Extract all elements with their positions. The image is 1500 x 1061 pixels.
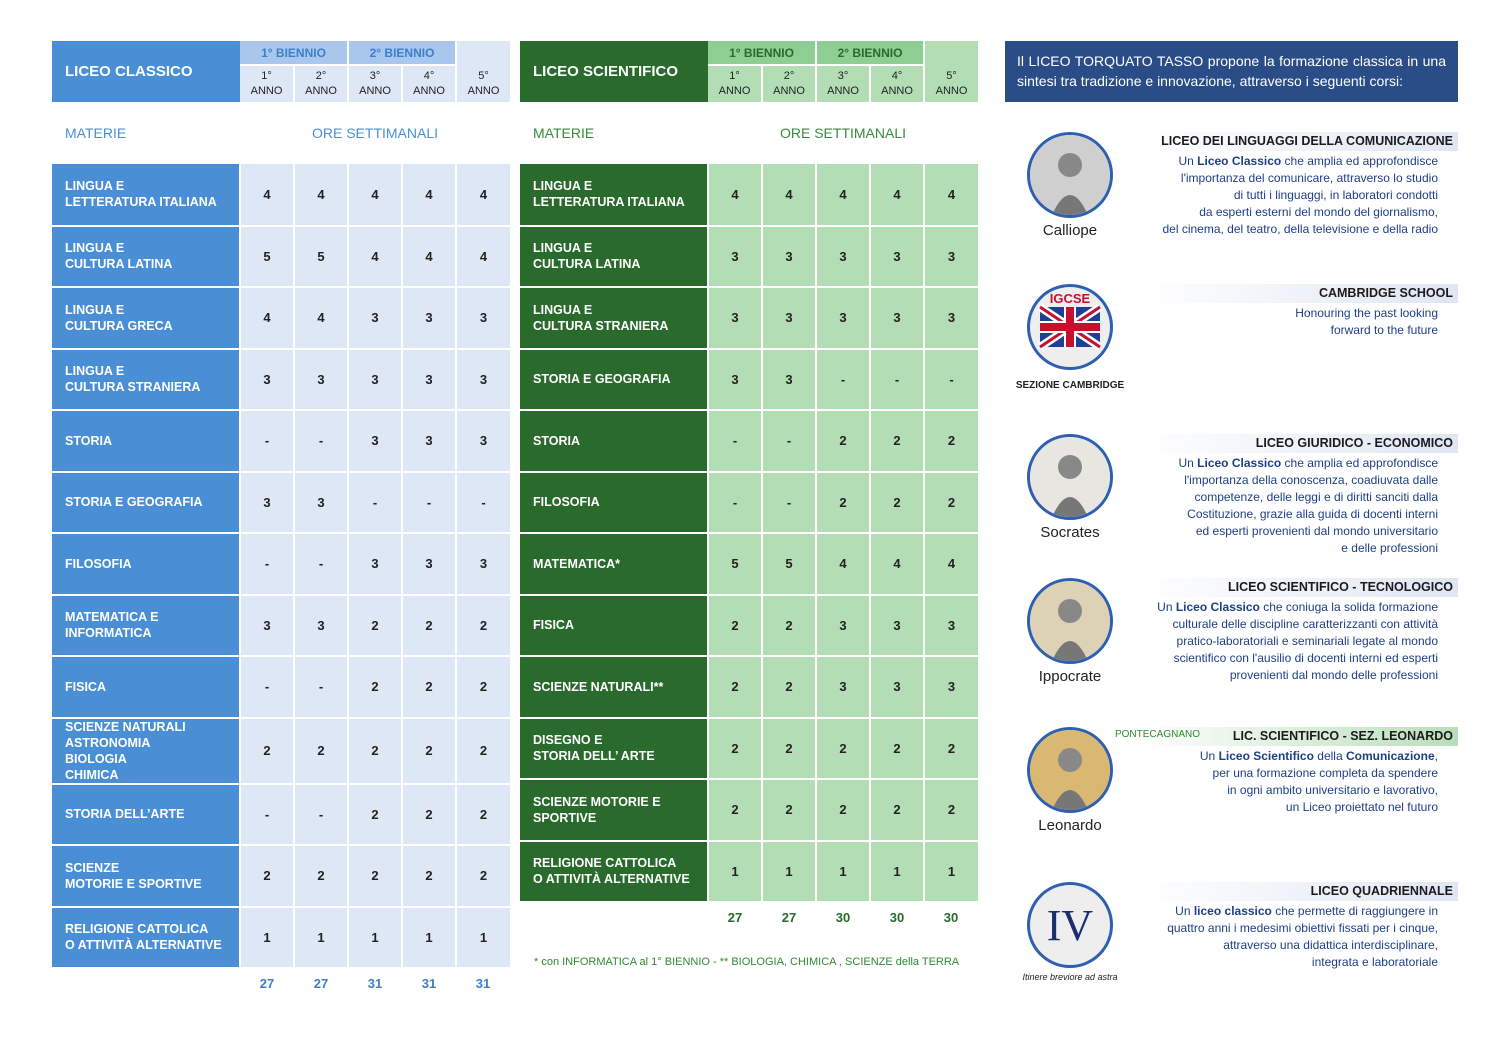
hours-value: 4 [240, 287, 294, 349]
table-row [520, 718, 978, 780]
hours-value: 2 [870, 718, 924, 780]
hours-value: 2 [294, 718, 348, 784]
hours-value: 3 [762, 349, 816, 411]
hours-value: 3 [870, 595, 924, 657]
hours-value: 4 [294, 287, 348, 349]
year-1-header: 1° ANNO [240, 65, 294, 102]
subject-name: STORIA E GEOGRAFIA [520, 349, 708, 411]
total-value: 31 [367, 976, 383, 991]
biennio-1-header: 1° BIENNIO [708, 41, 816, 65]
subject-name: MATEMATICA* [520, 533, 708, 595]
hours-value: - [348, 472, 402, 534]
subject-name: FILOSOFIA [520, 472, 708, 534]
total-value: 27 [781, 910, 797, 925]
course-card [1015, 434, 1458, 554]
course-logo-icon [1027, 727, 1113, 813]
course-card [1015, 882, 1458, 1002]
hours-value: 2 [456, 845, 510, 907]
hours-value: 2 [870, 779, 924, 841]
subject-name: STORIA DELL’ARTE [52, 784, 240, 846]
hours-value: 2 [348, 845, 402, 907]
course-description: Un Liceo Classico che coniuga la solida formazione culturale delle discipline caratterizzanti con attività pratico-laboratoriali e seminariali legate al mondo scientifico con l'ausilio di docenti interni ed esperti provenienti dal mondo delle professioni [1157, 600, 1438, 682]
hours-value: 3 [402, 287, 456, 349]
table-row [52, 164, 510, 226]
hours-value: 2 [708, 718, 762, 780]
hours-value: - [816, 349, 870, 411]
hours-value: - [294, 533, 348, 595]
hours-value: 3 [456, 287, 510, 349]
hours-value: 3 [924, 287, 978, 349]
hours-value: 3 [240, 472, 294, 534]
table-row [52, 226, 510, 288]
subject-name: LINGUA E CULTURA GRECA [52, 287, 240, 349]
course-title: LICEO GIURIDICO - ECONOMICO [1138, 434, 1458, 453]
subject-name: RELIGIONE CATTOLICA O ATTIVITÀ ALTERNATIVE [52, 907, 240, 969]
hours-value: 3 [708, 287, 762, 349]
table-row [52, 784, 510, 846]
hours-value: - [870, 349, 924, 411]
total-value: 27 [727, 910, 743, 925]
course-location: PONTECAGNANO [1114, 729, 1200, 740]
hours-value: 2 [924, 472, 978, 534]
table-row [520, 595, 978, 657]
hours-value: 2 [762, 656, 816, 718]
hours-value: 2 [402, 718, 456, 784]
hours-value: 3 [870, 226, 924, 288]
hours-value: 3 [240, 595, 294, 657]
hours-value: - [708, 410, 762, 472]
subject-name: FILOSOFIA [52, 533, 240, 595]
hours-value: 3 [402, 349, 456, 411]
year-2-header: 2° ANNO [762, 65, 816, 102]
subject-name: LINGUA E CULTURA LATINA [520, 226, 708, 288]
hours-value: 2 [402, 784, 456, 846]
hours-value: 3 [456, 533, 510, 595]
hours-value: 3 [456, 410, 510, 472]
table-title: LICEO SCIENTIFICO [520, 41, 708, 102]
table-row [520, 410, 978, 472]
table-title: LICEO CLASSICO [52, 41, 240, 102]
table-row [520, 779, 978, 841]
hours-value: - [294, 656, 348, 718]
ore-settimanali-label: ORE SETTIMANALI [311, 125, 439, 141]
year-3-header: 3° ANNO [348, 65, 402, 102]
hours-value: 3 [924, 595, 978, 657]
subject-name: SCIENZE NATURALI** [520, 656, 708, 718]
hours-value: 2 [762, 718, 816, 780]
hours-value: - [240, 784, 294, 846]
hours-value: 2 [708, 779, 762, 841]
table-row [52, 410, 510, 472]
course-logo-icon: IV [1027, 882, 1113, 968]
hours-value: 3 [924, 656, 978, 718]
course-title: LIC. SCIENTIFICO - SEZ. LEONARDO [1138, 727, 1458, 746]
logo-caption: Leonardo [1038, 817, 1102, 834]
hours-value: 3 [402, 410, 456, 472]
hours-value: 3 [816, 656, 870, 718]
hours-value: 3 [708, 226, 762, 288]
total-value: 30 [835, 910, 851, 925]
hours-value: 3 [456, 349, 510, 411]
subject-name: LINGUA E CULTURA STRANIERA [52, 349, 240, 411]
table-row [52, 287, 510, 349]
year-5-header: 5° ANNO [456, 41, 510, 102]
subject-name: SCIENZE NATURALI ASTRONOMIA BIOLOGIA CHIMICA [52, 718, 240, 784]
hours-value: 4 [402, 164, 456, 226]
course-title: LICEO QUADRIENNALE [1138, 882, 1458, 901]
biennio-2-header: 2° BIENNIO [816, 41, 924, 65]
subject-name: LINGUA E CULTURA STRANIERA [520, 287, 708, 349]
hours-value: 3 [402, 533, 456, 595]
hours-value: 2 [240, 718, 294, 784]
hours-value: 2 [816, 410, 870, 472]
hours-value: 1 [240, 907, 294, 969]
hours-value: 4 [816, 164, 870, 226]
hours-value: 2 [456, 784, 510, 846]
year-2-header: 2° ANNO [294, 65, 348, 102]
hours-value: 2 [402, 656, 456, 718]
logo-caption: Itinere breviore ad astra [1022, 972, 1118, 982]
course-card [1015, 727, 1458, 847]
subject-name: LINGUA E LETTERATURA ITALIANA [52, 164, 240, 226]
subject-name: RELIGIONE CATTOLICA O ATTIVITÀ ALTERNATIVE [520, 841, 708, 903]
hours-value: - [240, 533, 294, 595]
course-description: Un Liceo Scientifico della Comunicazione, per una formazione completa da spendere in ogni ambito universitario e lavorativo, un Liceo proiettato nel futuro [1199, 749, 1438, 814]
scientifico-footnote: * con INFORMATICA al 1° BIENNIO - ** BIOLOGIA, CHIMICA , SCIENZE della TERRA [534, 956, 960, 968]
subject-name: SCIENZE MOTORIE E SPORTIVE [520, 779, 708, 841]
hours-value: 1 [456, 907, 510, 969]
subject-name: DISEGNO E STORIA DELL’ ARTE [520, 718, 708, 780]
biennio-1-header: 1° BIENNIO [240, 41, 348, 65]
hours-value: 3 [762, 287, 816, 349]
hours-value: 1 [924, 841, 978, 903]
hours-value: 1 [348, 907, 402, 969]
intro-box: Il LICEO TORQUATO TASSO propone la formazione classica in una sintesi tra tradizione e innovazione, attraverso i seguenti corsi: [1005, 41, 1458, 102]
hours-value: 2 [240, 845, 294, 907]
hours-value: 2 [924, 718, 978, 780]
hours-value: - [708, 472, 762, 534]
hours-value: 4 [816, 533, 870, 595]
hours-value: 1 [816, 841, 870, 903]
hours-value: 2 [924, 779, 978, 841]
hours-value: 2 [816, 472, 870, 534]
table-row [52, 349, 510, 411]
subject-name: STORIA [520, 410, 708, 472]
table-row [520, 287, 978, 349]
course-description: Honouring the past looking forward to the future [1295, 306, 1438, 337]
course-title: LICEO SCIENTIFICO - TECNOLOGICO [1138, 578, 1458, 597]
hours-value: 1 [870, 841, 924, 903]
hours-value: 3 [924, 226, 978, 288]
course-logo-icon [1027, 578, 1113, 664]
hours-value: - [762, 472, 816, 534]
hours-value: 2 [816, 718, 870, 780]
hours-value: 4 [456, 164, 510, 226]
table-row [52, 533, 510, 595]
table-row [52, 595, 510, 657]
course-logo-icon [1027, 434, 1113, 520]
logo-caption: Socrates [1040, 524, 1100, 541]
hours-value: 2 [456, 718, 510, 784]
subject-name: SCIENZE MOTORIE E SPORTIVE [52, 845, 240, 907]
total-value: 31 [475, 976, 491, 991]
hours-value: 4 [240, 164, 294, 226]
course-title: LICEO DEI LINGUAGGI DELLA COMUNICAZIONE [1138, 132, 1458, 151]
hours-value: 2 [708, 656, 762, 718]
hours-value: - [294, 410, 348, 472]
hours-value: 2 [402, 845, 456, 907]
hours-value: 3 [348, 533, 402, 595]
hours-value: - [294, 784, 348, 846]
hours-value: 2 [924, 410, 978, 472]
hours-value: 4 [402, 226, 456, 288]
totals-row [520, 902, 978, 932]
subject-name: LINGUA E CULTURA LATINA [52, 226, 240, 288]
course-logo-icon [1027, 284, 1113, 370]
hours-value: 4 [348, 164, 402, 226]
table-row [52, 718, 510, 784]
subject-name: FISICA [520, 595, 708, 657]
hours-value: 2 [762, 595, 816, 657]
hours-value: 2 [870, 410, 924, 472]
hours-value: 4 [924, 533, 978, 595]
hours-value: 2 [348, 784, 402, 846]
year-4-header: 4° ANNO [402, 65, 456, 102]
hours-value: - [924, 349, 978, 411]
year-3-header: 3° ANNO [816, 65, 870, 102]
hours-value: 5 [294, 226, 348, 288]
year-4-header: 4° ANNO [870, 65, 924, 102]
liceo-scientifico-table [520, 41, 978, 932]
materie-label: MATERIE [533, 125, 595, 141]
logo-caption: Calliope [1042, 222, 1098, 239]
table-row [520, 656, 978, 718]
total-value: 27 [313, 976, 329, 991]
hours-value: 2 [870, 472, 924, 534]
course-description: Un Liceo Classico che amplia ed approfondisce l'importanza del comunicare, attraverso lo studio di tutti i linguaggi, in laboratori condotti da esperti esterni del mondo del giornalismo, del cinema, del teatro, della televisione e della radio [1162, 154, 1438, 236]
course-description: Un Liceo Classico che amplia ed approfondisce l'importanza della conoscenza, coadiuvata dalle competenze, delle leggi e di diritti sanciti dalla Costituzione, grazie alla guida di docenti interni ed esperti provenienti dal mondo universitario e delle professioni [1178, 456, 1438, 555]
hours-value: 3 [294, 472, 348, 534]
hours-value: 4 [348, 226, 402, 288]
hours-value: 2 [348, 656, 402, 718]
hours-value: 3 [816, 287, 870, 349]
materie-label: MATERIE [65, 125, 127, 141]
table-row [52, 472, 510, 534]
logo-caption: Ippocrate [1038, 668, 1102, 685]
hours-value: 5 [240, 226, 294, 288]
hours-value: 3 [708, 349, 762, 411]
table-row [52, 656, 510, 718]
hours-value: 1 [708, 841, 762, 903]
hours-value: 2 [708, 595, 762, 657]
hours-value: 4 [294, 164, 348, 226]
table-row [520, 349, 978, 411]
hours-value: 5 [708, 533, 762, 595]
course-card [1015, 578, 1458, 698]
table-row [520, 533, 978, 595]
hours-value: 3 [870, 656, 924, 718]
table-row [520, 841, 978, 903]
liceo-classico-table [52, 41, 510, 998]
hours-value: - [402, 472, 456, 534]
hours-value: 4 [870, 533, 924, 595]
hours-value: 3 [294, 595, 348, 657]
hours-value: 3 [870, 287, 924, 349]
course-description: Un liceo classico che permette di raggiungere in quattro anni i medesimi obiettivi fissati per i cinque, attraverso una didattica interdisciplinare, integrata e laboratoriale [1167, 904, 1438, 969]
hours-value: 3 [816, 226, 870, 288]
subject-name: FISICA [52, 656, 240, 718]
svg-text:IGCSE: IGCSE [1049, 291, 1091, 306]
hours-value: 4 [708, 164, 762, 226]
hours-value: 3 [348, 349, 402, 411]
biennio-2-header: 2° BIENNIO [348, 41, 456, 65]
course-card [1015, 132, 1458, 252]
hours-value: 1 [402, 907, 456, 969]
hours-value: 4 [924, 164, 978, 226]
hours-value: 2 [294, 845, 348, 907]
table-row [520, 226, 978, 288]
subject-name: STORIA E GEOGRAFIA [52, 472, 240, 534]
hours-value: 4 [456, 226, 510, 288]
year-5-header: 5° ANNO [924, 41, 978, 102]
total-value: 27 [259, 976, 275, 991]
logo-caption: SEZIONE CAMBRIDGE [1015, 380, 1125, 391]
hours-value: 2 [816, 779, 870, 841]
subject-name: MATEMATICA E INFORMATICA [52, 595, 240, 657]
hours-value: 4 [870, 164, 924, 226]
hours-value: 2 [348, 595, 402, 657]
hours-value: 3 [816, 595, 870, 657]
hours-value: 2 [348, 718, 402, 784]
hours-value: 3 [762, 226, 816, 288]
hours-value: 1 [294, 907, 348, 969]
ore-settimanali-label: ORE SETTIMANALI [779, 125, 907, 141]
hours-value: - [240, 656, 294, 718]
table-row [520, 164, 978, 226]
hours-value: 2 [402, 595, 456, 657]
hours-value: 1 [762, 841, 816, 903]
table-row [52, 907, 510, 969]
year-1-header: 1° ANNO [708, 65, 762, 102]
hours-value: - [240, 410, 294, 472]
hours-value: 5 [762, 533, 816, 595]
table-row [520, 472, 978, 534]
hours-value: 2 [456, 595, 510, 657]
subject-name: STORIA [52, 410, 240, 472]
hours-value: 2 [762, 779, 816, 841]
hours-value: 3 [348, 410, 402, 472]
total-value: 30 [943, 910, 959, 925]
hours-value: 3 [294, 349, 348, 411]
hours-value: 4 [762, 164, 816, 226]
table-row [52, 845, 510, 907]
hours-value: 2 [456, 656, 510, 718]
total-value: 31 [421, 976, 437, 991]
hours-value: 3 [240, 349, 294, 411]
hours-value: - [456, 472, 510, 534]
subject-name: LINGUA E LETTERATURA ITALIANA [520, 164, 708, 226]
course-logo-icon [1027, 132, 1113, 218]
hours-value: 3 [348, 287, 402, 349]
course-card [1015, 284, 1458, 404]
totals-row [52, 968, 510, 998]
total-value: 30 [889, 910, 905, 925]
hours-value: - [762, 410, 816, 472]
course-title: CAMBRIDGE SCHOOL [1138, 284, 1458, 303]
